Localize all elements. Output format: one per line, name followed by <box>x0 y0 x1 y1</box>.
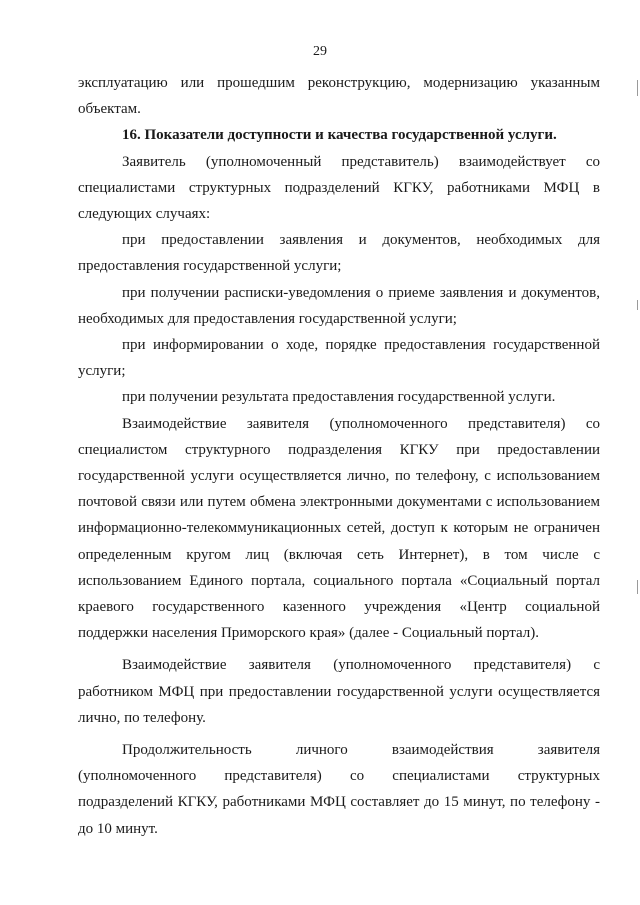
document-body <box>78 70 600 842</box>
paragraph-1: Заявитель (уполномоченный представитель) взаимодействует со специалистами структурных подразделений КГКУ, работниками МФЦ в следующих случаях: <box>78 153 600 223</box>
scan-edge-mark <box>637 300 638 310</box>
scan-edge-mark <box>637 580 638 594</box>
scan-edge-mark <box>637 80 638 96</box>
paragraph-6: Взаимодействие заявителя (уполномоченного представителя) со специалистом структурного подразделения КГКУ при предоставлении государственной услуги осуществляется лично, по телефону, с использованием почтовой связи или путем обмена электронными документами с использованием информационно-телекоммуникационных сетей, доступ к которым не ограничен определенным кругом лиц (включая сеть Интернет), в том числе с использованием Единого портала, социального портала «Социальный портал краевого государственного казенного учреждения «Центр социальной поддержки населения Приморского края» (далее - Социальный портал). <box>78 415 600 642</box>
page-number: 29 <box>313 44 327 59</box>
paragraph-2: при предоставлении заявления и документов, необходимых для предоставления государственной услуги; <box>78 232 600 275</box>
paragraph-4: при информировании о ходе, порядке предоставления государственной услуги; <box>78 337 600 380</box>
section-heading: 16. Показатели доступности и качества государственной услуги. <box>122 127 557 144</box>
paragraph-7: Взаимодействие заявителя (уполномоченного представителя) с работником МФЦ при предоставлении государственной услуги осуществляется лично, по телефону. <box>78 657 600 726</box>
continuation-paragraph: эксплуатацию или прошедшим реконструкцию, модернизацию указанным объектам. <box>78 75 600 118</box>
paragraph-5: при получении результата предоставления государственной услуги. <box>122 389 556 406</box>
paragraph-3: при получении расписки-уведомления о приеме заявления и документов, необходимых для предоставления государственной услуги; <box>78 284 600 327</box>
paragraph-8: Продолжительность личного взаимодействия заявителя (уполномоченного представителя) со специалистами структурных подразделений КГКУ, работниками МФЦ составляет до 15 минут, по телефону - до 10 минут. <box>78 742 600 837</box>
